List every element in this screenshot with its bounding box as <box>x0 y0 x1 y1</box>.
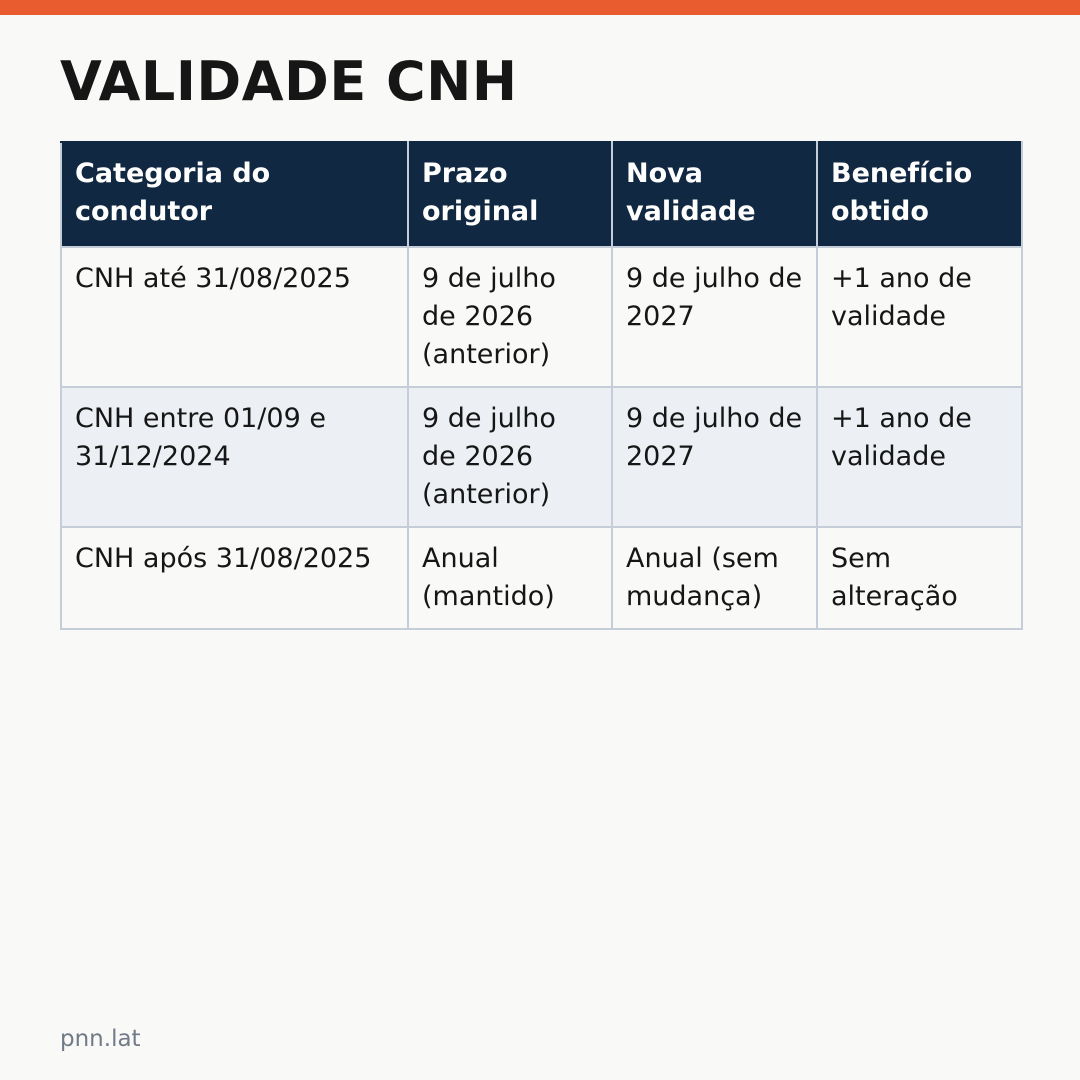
source-label: pnn.lat <box>60 1026 141 1052</box>
cell-original-term: Anual (mantido) <box>408 527 612 629</box>
cell-category: CNH até 31/08/2025 <box>61 247 408 387</box>
header-new-validity: Nova validade <box>612 142 817 247</box>
header-category: Categoria do condutor <box>61 142 408 247</box>
cell-new-validity: Anual (sem mudança) <box>612 527 817 629</box>
cell-new-validity: 9 de julho de 2027 <box>612 247 817 387</box>
cell-new-validity: 9 de julho de 2027 <box>612 387 817 527</box>
header-benefit: Benefício obtido <box>817 142 1022 247</box>
cnh-validity-table <box>60 141 1023 630</box>
cell-benefit: +1 ano de validade <box>817 387 1022 527</box>
cell-benefit: +1 ano de validade <box>817 247 1022 387</box>
accent-top-bar <box>0 0 1080 15</box>
table-row <box>61 387 1022 527</box>
cell-category: CNH após 31/08/2025 <box>61 527 408 629</box>
cell-original-term: 9 de julho de 2026 (anterior) <box>408 387 612 527</box>
cell-original-term: 9 de julho de 2026 (anterior) <box>408 247 612 387</box>
header-original-term: Prazo original <box>408 142 612 247</box>
cell-category: CNH entre 01/09 e 31/12/2024 <box>61 387 408 527</box>
table-row <box>61 247 1022 387</box>
page-title: VALIDADE CNH <box>60 50 518 113</box>
table-row <box>61 527 1022 629</box>
table-header-row <box>61 142 1022 247</box>
cell-benefit: Sem alteração <box>817 527 1022 629</box>
